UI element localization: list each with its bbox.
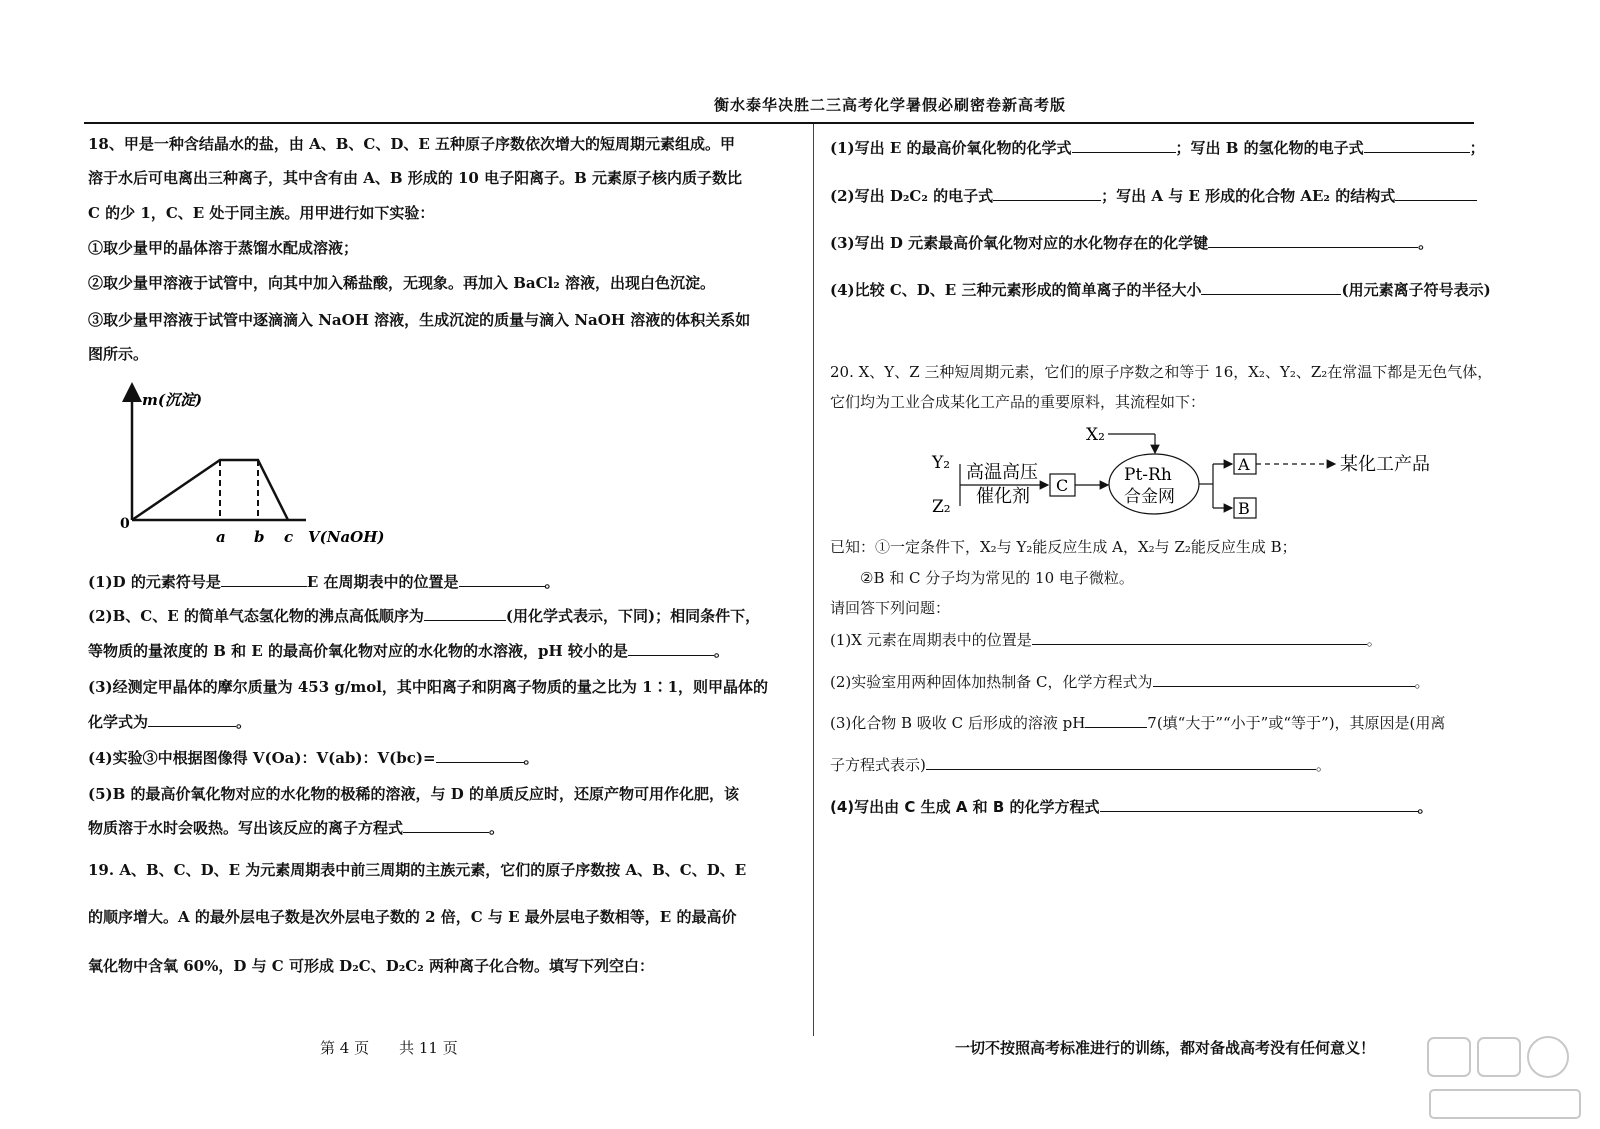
flow-box-b-label: B <box>1238 499 1250 518</box>
flow-label-z2: Z₂ <box>932 497 951 517</box>
q18-part-1 <box>88 572 560 592</box>
answer-blank-boiling-order[interactable] <box>424 606 506 621</box>
precipitate-mass-chart <box>110 380 410 550</box>
q20-part-3-cont <box>830 755 1331 775</box>
process-flow-diagram <box>930 420 1460 528</box>
answer-blank-e-oxide[interactable] <box>1072 138 1176 153</box>
watermark-logo <box>1420 1030 1590 1125</box>
q20-p3-text-d: 。 <box>1315 756 1331 774</box>
q18-line-1: 18、甲是一种含结晶水的盐，由 A、B、C、D、E 五种原子序数依次增大的短周期元素组成。甲 <box>88 135 736 153</box>
page-number: 第 4 页 共 11 页 <box>320 1039 458 1057</box>
q20-p1-text-a: (1)X 元素在周期表中的位置是 <box>830 631 1032 649</box>
q19-p1-text-c: ； <box>1469 139 1485 157</box>
x-tick-c: c <box>284 528 294 546</box>
answer-blank-x-position[interactable] <box>1032 630 1367 645</box>
q18-part-5-cont <box>88 818 504 838</box>
q19-p2-text-b: ；写出 A 与 E 形成的化合物 AE₂ 的结构式 <box>1101 187 1396 205</box>
q19-p1-text-a: (1)写出 E 的最高价氧化物的化学式 <box>830 139 1072 157</box>
answer-blank-d2c2-electron[interactable] <box>993 186 1101 201</box>
q18-p3-text-c: 。 <box>236 713 252 731</box>
q20-part-1 <box>830 630 1382 650</box>
answer-blank-chemical-bond[interactable] <box>1208 233 1418 248</box>
q18-p4-text-a: (4)实验③中根据图像得 V(Oa)：V(ab)：V(bc)= <box>88 749 436 767</box>
q19-p3-text-a: (3)写出 D 元素最高价氧化物对应的水化物存在的化学键 <box>830 234 1209 252</box>
q18-line-3: C 的少 1，C、E 处于同主族。用甲进行如下实验： <box>88 204 435 222</box>
y-axis-label: m(沉淀) <box>142 391 203 409</box>
x-tick-b: b <box>254 528 265 546</box>
q19-p1-text-b: ；写出 B 的氢化物的电子式 <box>1175 139 1364 157</box>
q18-p5-text-b: 物质溶于水时会吸热。写出该反应的离子方程式 <box>88 819 404 837</box>
footer-slogan: 一切不按照高考标准进行的训练，都对备战高考没有任何意义！ <box>955 1039 1376 1057</box>
q18-step-2: ②取少量甲溶液于试管中，向其中加入稀盐酸，无现象。再加入 BaCl₂ 溶液，出现白色沉淀。 <box>88 274 716 292</box>
answer-blank-lower-ph[interactable] <box>628 641 714 656</box>
q19-line-3: 氧化物中含氧 60%，D 与 C 可形成 D₂C、D₂C₂ 两种离子化合物。填写下列空白： <box>88 957 655 975</box>
q18-part-5: (5)B 的最高价氧化物对应的水化物的极稀的溶液，与 D 的单质反应时，还原产物可用作化肥，该 <box>88 785 739 803</box>
q20-p2-text-b: 。 <box>1414 673 1430 691</box>
q18-step-3: ③取少量甲溶液于试管中逐滴滴入 NaOH 溶液，生成沉淀的质量与滴入 NaOH 溶液的体积关系如 <box>88 311 751 329</box>
q20-known-1: 已知：①一定条件下，X₂与 Y₂能反应生成 A，X₂与 Z₂能反应生成 B； <box>830 538 1297 556</box>
q20-p2-text-a: (2)实验室用两种固体加热制备 C，化学方程式为 <box>830 673 1153 691</box>
q19-p3-text-b: 。 <box>1418 234 1434 252</box>
answer-blank-reaction-equation[interactable] <box>1100 797 1418 812</box>
flow-label-x2: X₂ <box>1086 425 1105 445</box>
q20-p3-text-c: 子方程式表示) <box>830 756 926 774</box>
q19-p4-text-a: (4)比较 C、D、E 三种元素形成的简单离子的半径大小 <box>830 281 1202 299</box>
q20-known-2: ②B 和 C 分子均为常见的 10 电子微粒。 <box>860 569 1134 587</box>
answer-blank-e-position[interactable] <box>459 572 545 587</box>
x-tick-a: a <box>216 528 226 546</box>
q20-p3-text-b: 7(填“大于”“小于”或“等于”)，其原因是(用离 <box>1147 714 1446 732</box>
origin-label: 0 <box>120 516 130 532</box>
q18-part-3-cont <box>88 712 251 732</box>
q20-p4-text-b: 。 <box>1417 798 1433 816</box>
q20-p1-text-b: 。 <box>1366 631 1382 649</box>
flow-catalyst-label-2: 合金网 <box>1124 487 1175 507</box>
q18-p1-text-b: E 在周期表中的位置是 <box>306 573 459 591</box>
x-axis-label: V(NaOH) <box>308 528 385 546</box>
q18-step-3-cont: 图所示。 <box>88 345 149 363</box>
q18-line-2: 溶于水后可电离出三种离子，其中含有由 A、B 形成的 10 电子阳离子。B 元素原子核内质子数比 <box>88 169 742 187</box>
q20-part-3 <box>830 713 1445 733</box>
q20-ask: 请回答下列问题： <box>830 599 951 617</box>
answer-blank-formula[interactable] <box>148 712 236 727</box>
answer-blank-ion-equation[interactable] <box>926 755 1316 770</box>
flow-label-y2: Y₂ <box>932 453 951 473</box>
flow-product-label: 某化工产品 <box>1340 454 1430 475</box>
flow-condition-pressure: 高温高压 <box>966 462 1038 483</box>
q18-p2-text-c: 等物质的量浓度的 B 和 E 的最高价氧化物对应的水化物的水溶液，pH 较小的是 <box>88 642 628 660</box>
q18-p2-text-b: (用化学式表示，下同)；相同条件下， <box>505 607 761 625</box>
q18-p2-text-d: 。 <box>713 642 729 660</box>
answer-blank-volume-ratio[interactable] <box>436 748 524 763</box>
q18-p3-text-b: 化学式为 <box>88 713 149 731</box>
q20-p3-text-a: (3)化合物 B 吸收 C 后形成的溶液 pH <box>830 714 1086 732</box>
answer-blank-lab-equation[interactable] <box>1153 672 1415 687</box>
q20-line-1: 20. X、Y、Z 三种短周期元素，它们的原子序数之和等于 16，X₂、Y₂、Z₂在常温下都是无色气体， <box>830 363 1493 381</box>
q19-part-3 <box>830 233 1433 253</box>
q18-p1-text-a: (1)D 的元素符号是 <box>88 573 221 591</box>
page-header-title: 衡水泰华决胜二三高考化学暑假必刷密卷新高考版 <box>713 96 1066 114</box>
q19-line-2: 的顺序增大。A 的最外层电子数是次外层电子数的 2 倍，C 与 E 最外层电子数相等，E 的最高价 <box>88 908 737 926</box>
q18-part-2 <box>88 606 760 626</box>
q18-part-4 <box>88 748 539 768</box>
q20-line-2: 它们均为工业合成某化工产品的重要原料，其流程如下： <box>830 393 1206 411</box>
answer-blank-ion-radius[interactable] <box>1201 280 1341 295</box>
q18-part-3: (3)经测定甲晶体的摩尔质量为 453 g/mol，其中阳离子和阴离子物质的量之比为 1∶1，则甲晶体的 <box>88 678 769 696</box>
precipitate-line <box>132 460 288 520</box>
q19-part-1 <box>830 138 1485 158</box>
q18-p5-text-c: 。 <box>489 819 505 837</box>
answer-blank-ph-compare[interactable] <box>1085 713 1147 728</box>
q19-p4-text-b: (用元素离子符号表示) <box>1341 281 1491 299</box>
flow-box-c-label: C <box>1056 476 1069 495</box>
q20-part-4 <box>830 797 1433 817</box>
q19-line-1: 19. A、B、C、D、E 为元素周期表中前三周期的主族元素，它们的原子序数按 A、B、C、D、E <box>88 861 747 879</box>
header-rule <box>84 122 1474 124</box>
column-divider <box>813 124 814 1036</box>
q20-part-2 <box>830 672 1430 692</box>
answer-blank-ae2-structure[interactable] <box>1395 186 1477 201</box>
q18-p4-text-b: 。 <box>523 749 539 767</box>
answer-blank-d-symbol[interactable] <box>221 572 307 587</box>
flow-condition-catalyst: 催化剂 <box>976 486 1030 507</box>
q18-part-2-cont <box>88 641 729 661</box>
q19-part-2 <box>830 186 1477 206</box>
flow-catalyst-label-1: Pt-Rh <box>1124 465 1172 485</box>
q19-part-4 <box>830 280 1491 300</box>
q18-step-1: ①取少量甲的晶体溶于蒸馏水配成溶液； <box>88 239 359 257</box>
flow-box-a-label: A <box>1238 455 1250 474</box>
q19-p2-text-a: (2)写出 D₂C₂ 的电子式 <box>830 187 994 205</box>
q18-p1-text-c: 。 <box>544 573 560 591</box>
answer-blank-b-hydride[interactable] <box>1364 138 1470 153</box>
answer-blank-ionic-equation[interactable] <box>403 818 489 833</box>
q20-p4-text-a: (4)写出由 C 生成 A 和 B 的化学方程式 <box>830 798 1100 816</box>
q18-p2-text-a: (2)B、C、E 的简单气态氢化物的沸点高低顺序为 <box>88 607 424 625</box>
